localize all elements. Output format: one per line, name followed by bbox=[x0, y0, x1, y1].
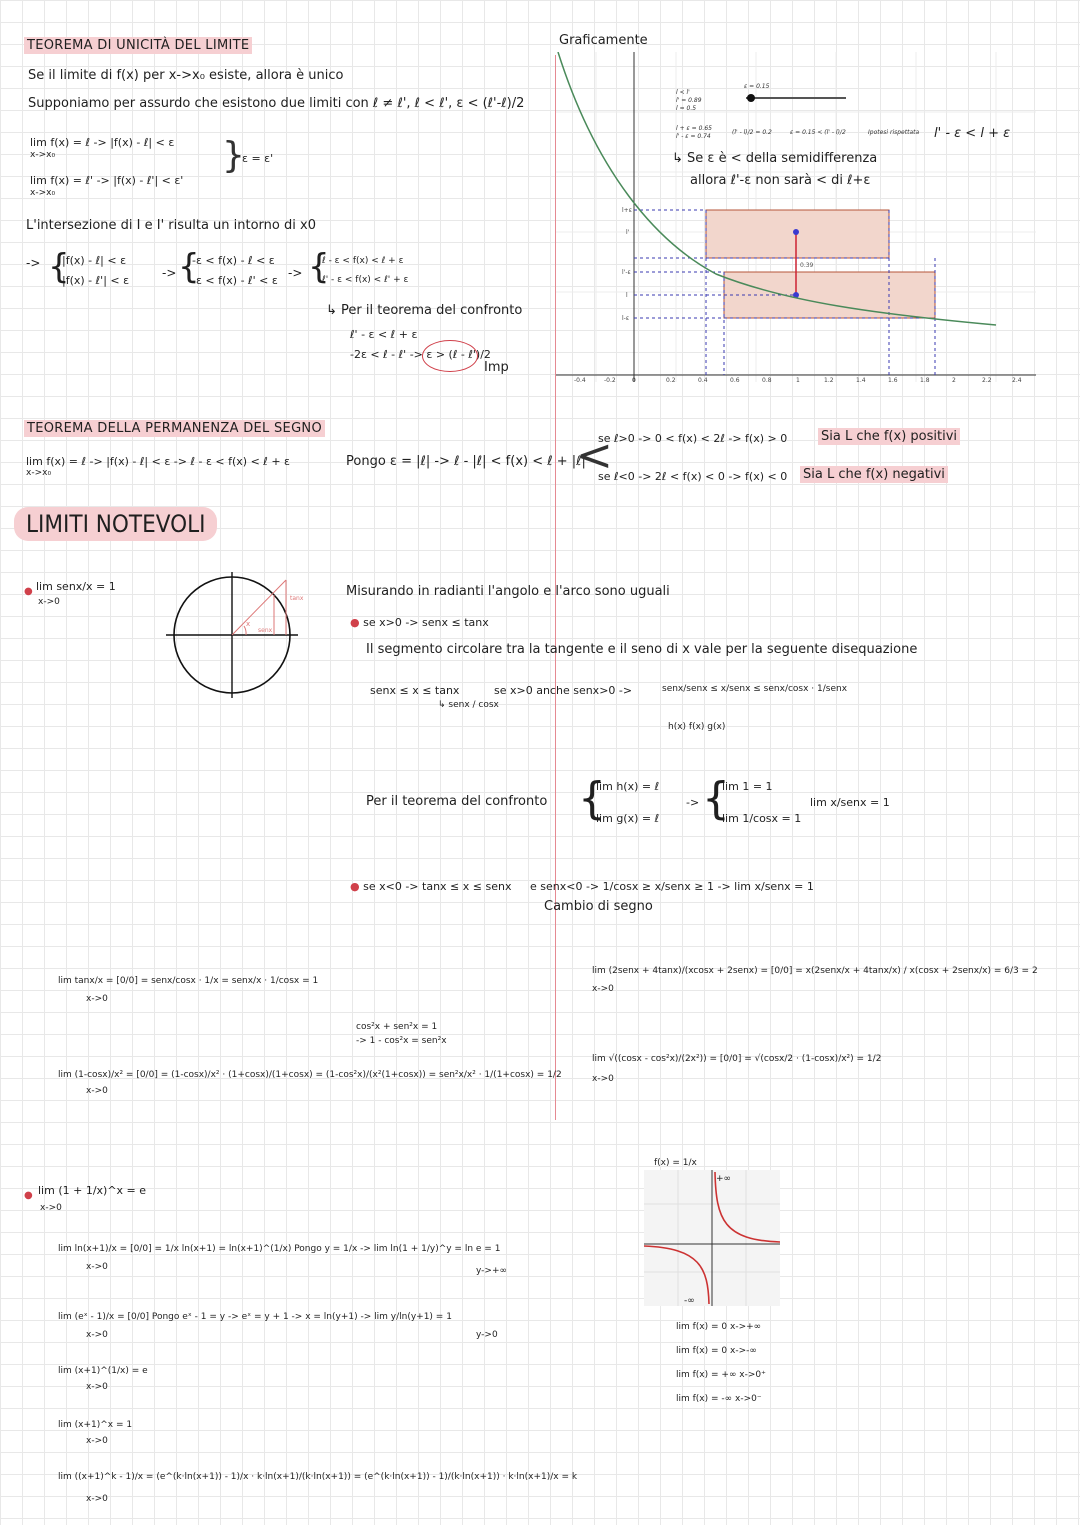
info-l-plus: l + ε = 0.65 bbox=[676, 125, 712, 132]
info-l-less: l < l' bbox=[676, 89, 690, 96]
example-1-sub: x->0 bbox=[592, 984, 614, 994]
arrow-2: -> bbox=[162, 266, 177, 280]
x-tick: 1.8 bbox=[920, 377, 930, 384]
x-tick: 1.2 bbox=[824, 377, 834, 384]
sign-title: TEOREMA DELLA PERMANENZA DEL SEGNO bbox=[24, 421, 325, 436]
arrow-1: -> bbox=[26, 256, 41, 270]
example-1: lim (2senx + 4tanx)/(xcosx + 2senx) = [0/0] = x(2senx/x + 4tanx/x) / x(cosx + 2senx/x) = 6/3 = 2 bbox=[592, 966, 1038, 976]
confronto-text: ↳ Per il teorema del confronto bbox=[326, 303, 523, 318]
hypothesis-ok-label: Ipotesi rispettata bbox=[868, 129, 920, 136]
power-limit-2: lim (x+1)^x = 1 bbox=[58, 1420, 133, 1430]
hyperbola-limit-1: lim f(x) = 0 x->+∞ bbox=[676, 1322, 762, 1332]
y-label-l-prime: l' bbox=[626, 229, 630, 236]
power-limit-1-sub: x->0 bbox=[86, 1382, 108, 1392]
conf-3: lim 1 = 1 bbox=[722, 780, 773, 793]
sign-limit-sub: x->x₀ bbox=[26, 468, 52, 478]
sign-case-negative: se ℓ<0 -> 2ℓ < f(x) < 0 -> f(x) < 0 bbox=[598, 470, 788, 483]
power-limit-1: lim (x+1)^(1/x) = e bbox=[58, 1366, 148, 1376]
e-limit-sub: x->0 bbox=[40, 1203, 62, 1213]
arrow-conf: -> bbox=[686, 796, 700, 809]
system-1a: |f(x) - ℓ| < ε bbox=[62, 254, 127, 267]
ineq-1b: ↳ senx / cosx bbox=[438, 700, 499, 710]
arrow-3: -> bbox=[288, 266, 303, 280]
sign-case-positive-note: Sia L che f(x) positivi bbox=[818, 429, 960, 444]
info-l-prime-minus: l' - ε = 0.74 bbox=[676, 133, 711, 140]
epsilon-slider-handle[interactable] bbox=[747, 94, 755, 102]
case-positive: ● se x>0 -> senx ≤ tanx bbox=[350, 616, 489, 629]
brace-conf-2: { bbox=[702, 773, 730, 824]
exp-limit: lim (eˣ - 1)/x = [0/0] Pongo eˣ - 1 = y -> eˣ = y + 1 -> x = ln(y+1) -> lim y/ln(y+1) = 1 bbox=[58, 1312, 452, 1322]
info-l: l = 0.5 bbox=[676, 105, 697, 112]
sign-pongo: Pongo ε = |ℓ| -> ℓ - |ℓ| < f(x) < ℓ + |ℓ| bbox=[346, 454, 586, 469]
y-infinity: y->+∞ bbox=[476, 1266, 507, 1276]
gap-value-label: 0.39 bbox=[800, 262, 814, 269]
notable-main-1-sub: x->0 bbox=[38, 597, 60, 607]
intersection-text: L'intersezione di I e I' risulta un intorno di x0 bbox=[26, 218, 316, 233]
ineq-2: se x>0 anche senx>0 -> bbox=[494, 684, 633, 697]
limit-l-prime-sub: x->x₀ bbox=[30, 188, 56, 198]
sin-label: senx bbox=[258, 627, 273, 634]
brace-right: } bbox=[222, 135, 245, 176]
fx-label: f(x) = 1/x bbox=[654, 1158, 697, 1168]
conf-5: lim x/senx = 1 bbox=[810, 796, 890, 809]
slider-label: ε = 0.15 bbox=[744, 83, 770, 90]
half-diff-label: (l' - l)/2 = 0.2 bbox=[732, 129, 772, 136]
e-limit: lim (1 + 1/x)^x = e bbox=[38, 1184, 147, 1197]
power-limit-3: lim ((x+1)^k - 1)/x = (e^(k·ln(x+1)) - 1)/x · k·ln(x+1)/(k·ln(x+1)) = (e^(k·ln(x+1)) - 1)/(k·ln(x+1)) · k·ln(x+1)/x = k bbox=[58, 1472, 578, 1482]
brace-left-3: { bbox=[308, 247, 330, 287]
condition-label: ε = 0.15 < (l' - l)/2 bbox=[790, 129, 846, 136]
pythagoras-2: -> 1 - cos²x = sen²x bbox=[356, 1036, 447, 1046]
highlight-circle bbox=[422, 340, 478, 372]
notable-main-1: lim senx/x = 1 bbox=[36, 580, 116, 593]
plus-infinity: +∞ bbox=[716, 1174, 732, 1184]
x-tick: 0 bbox=[632, 377, 636, 384]
y-label-l-prime-minus: l'-ε bbox=[622, 269, 631, 276]
step-1: ℓ' - ε < ℓ + ε bbox=[350, 328, 418, 341]
confronto-2: Per il teorema del confronto bbox=[366, 794, 548, 809]
step-2: -2ε < ℓ - ℓ' -> ε > (ℓ - ℓ')/2 bbox=[350, 348, 491, 361]
power-limit-2-sub: x->0 bbox=[86, 1436, 108, 1446]
x-tick: 0.6 bbox=[730, 377, 740, 384]
angle-label: x bbox=[246, 620, 251, 628]
tan-label: tanx bbox=[290, 595, 304, 602]
hyperbola-limit-3: lim f(x) = +∞ x->0⁺ bbox=[676, 1370, 766, 1380]
example-2-sub: x->0 bbox=[592, 1074, 614, 1084]
exp-limit-sub: x->0 bbox=[86, 1330, 108, 1340]
unit-circle bbox=[166, 570, 316, 700]
impossible-label: Imp bbox=[484, 360, 509, 375]
brace-conf-1: { bbox=[578, 773, 606, 824]
brace-left-1: { bbox=[48, 247, 70, 287]
system-1b: |f(x) - ℓ'| < ε bbox=[62, 274, 130, 287]
y-zero: y->0 bbox=[476, 1330, 498, 1340]
conf-1: lim h(x) = ℓ bbox=[596, 780, 660, 793]
system-2b: -ε < f(x) - ℓ' < ε bbox=[192, 274, 278, 287]
limit-l-prime: lim f(x) = ℓ' -> |f(x) - ℓ'| < ε' bbox=[30, 174, 184, 187]
x-tick: 2.4 bbox=[1012, 377, 1022, 384]
radians-note: Misurando in radianti l'angolo e l'arco sono uguali bbox=[346, 584, 670, 599]
ln-limit-sub: x->0 bbox=[86, 1262, 108, 1272]
minus-infinity: -∞ bbox=[684, 1296, 695, 1306]
conf-2: lim g(x) = ℓ bbox=[596, 812, 660, 825]
y-label-l-minus: l-ε bbox=[622, 315, 630, 322]
brace-left-2: { bbox=[178, 247, 200, 287]
limit-graph bbox=[556, 52, 1046, 392]
x-tick: 0.8 bbox=[762, 377, 772, 384]
epsilon-equal: ε = ε' bbox=[242, 152, 274, 165]
y-label-l-plus: l+ε bbox=[622, 207, 632, 214]
sign-case-positive: se ℓ>0 -> 0 < f(x) < 2ℓ -> f(x) > 0 bbox=[598, 432, 788, 445]
point-upper bbox=[793, 229, 799, 235]
ln-limit: lim ln(x+1)/x = [0/0] = 1/x ln(x+1) = ln(x+1)^(1/x) Pongo y = 1/x -> lim ln(1 + 1/y)^y = ln e = 1 bbox=[58, 1244, 501, 1254]
notable-title: LIMITI NOTEVOLI bbox=[14, 510, 217, 538]
info-l-prime: l' = 0.89 bbox=[676, 97, 702, 104]
cos-limit: lim (1-cosx)/x² = [0/0] = (1-cosx)/x² · (1+cosx)/(1+cosx) = (1-cos²x)/(x²(1+cosx)) = sen²x/x² · 1/(1+cosx) = 1/2 bbox=[58, 1070, 562, 1080]
x-tick: 1.6 bbox=[888, 377, 898, 384]
segment-note: Il segmento circolare tra la tangente e il seno di x vale per la seguente disequazione bbox=[366, 642, 918, 657]
ineq-3: senx/senx ≤ x/senx ≤ senx/cosx · 1/senx bbox=[662, 684, 848, 694]
x-tick-labels bbox=[574, 377, 1022, 384]
tan-limit: lim tanx/x = [0/0] = senx/cosx · 1/x = senx/x · 1/cosx = 1 bbox=[58, 976, 319, 986]
limit-l-sub: x->x₀ bbox=[30, 150, 56, 160]
x-tick: -0.2 bbox=[604, 377, 616, 384]
ineq-1: senx ≤ x ≤ tanx bbox=[370, 684, 460, 697]
hyperbola-limit-2: lim f(x) = 0 x->-∞ bbox=[676, 1346, 757, 1356]
cos-limit-sub: x->0 bbox=[86, 1086, 108, 1096]
graph-note-2: allora ℓ'-ε non sarà < di ℓ+ε bbox=[690, 173, 871, 188]
x-tick: 0.4 bbox=[698, 377, 708, 384]
x-tick: 0.2 bbox=[666, 377, 676, 384]
graph-inequality: l' - ε < l + ε bbox=[934, 126, 1011, 141]
pythagoras-1: cos²x + sen²x = 1 bbox=[356, 1022, 438, 1032]
x-tick: 2 bbox=[952, 377, 956, 384]
conf-4: lim 1/cosx = 1 bbox=[722, 812, 802, 825]
graph-title: Graficamente bbox=[559, 33, 648, 48]
case-negative: ● se x<0 -> tanx ≤ x ≤ senx bbox=[350, 880, 512, 893]
power-limit-3-sub: x->0 bbox=[86, 1494, 108, 1504]
x-tick: 2.2 bbox=[982, 377, 992, 384]
sign-change: Cambio di segno bbox=[544, 899, 653, 914]
system-2a: -ε < f(x) - ℓ < ε bbox=[192, 254, 275, 267]
tan-limit-sub: x->0 bbox=[86, 994, 108, 1004]
case-negative-2: e senx<0 -> 1/cosx ≥ x/senx ≥ 1 -> lim x/senx = 1 bbox=[530, 880, 814, 893]
system-3a: ℓ - ε < f(x) < ℓ + ε bbox=[322, 256, 404, 266]
hyperbola-limit-4: lim f(x) = -∞ x->0⁻ bbox=[676, 1394, 762, 1404]
uniqueness-hypothesis: Supponiamo per assurdo che esistono due limiti con ℓ ≠ ℓ', ℓ < ℓ', ε < (ℓ'-ℓ)/2 bbox=[28, 96, 525, 111]
uniqueness-statement: Se il limite di f(x) per x->x₀ esiste, allora è unico bbox=[28, 68, 344, 83]
bullet: ● bbox=[24, 1190, 33, 1201]
x-tick: -0.4 bbox=[574, 377, 586, 384]
sign-case-negative-note: Sia L che f(x) negativi bbox=[800, 467, 948, 482]
y-label-l: l bbox=[626, 292, 628, 299]
system-3b: ℓ' - ε < f(x) < ℓ' + ε bbox=[322, 275, 409, 285]
uniqueness-title: TEOREMA DI UNICITÀ DEL LIMITE bbox=[24, 38, 252, 53]
sign-split-bracket: < bbox=[576, 430, 613, 481]
x-tick: 1 bbox=[796, 377, 800, 384]
hyperbola-graph bbox=[644, 1170, 780, 1306]
graph-note-1: ↳ Se ε è < della semidifferenza bbox=[672, 151, 878, 166]
x-tick: 1.4 bbox=[856, 377, 866, 384]
limit-l: lim f(x) = ℓ -> |f(x) - ℓ| < ε bbox=[30, 136, 175, 149]
sign-limit: lim f(x) = ℓ -> |f(x) - ℓ| < ε -> ℓ - ε < f(x) < ℓ + ε bbox=[26, 455, 290, 468]
bullet: ● bbox=[24, 586, 33, 597]
h-f-g-labels: h(x) f(x) g(x) bbox=[668, 722, 726, 732]
example-2: lim √((cosx - cos²x)/(2x²)) = [0/0] = √(cosx/2 · (1-cosx)/x²) = 1/2 bbox=[592, 1054, 882, 1064]
